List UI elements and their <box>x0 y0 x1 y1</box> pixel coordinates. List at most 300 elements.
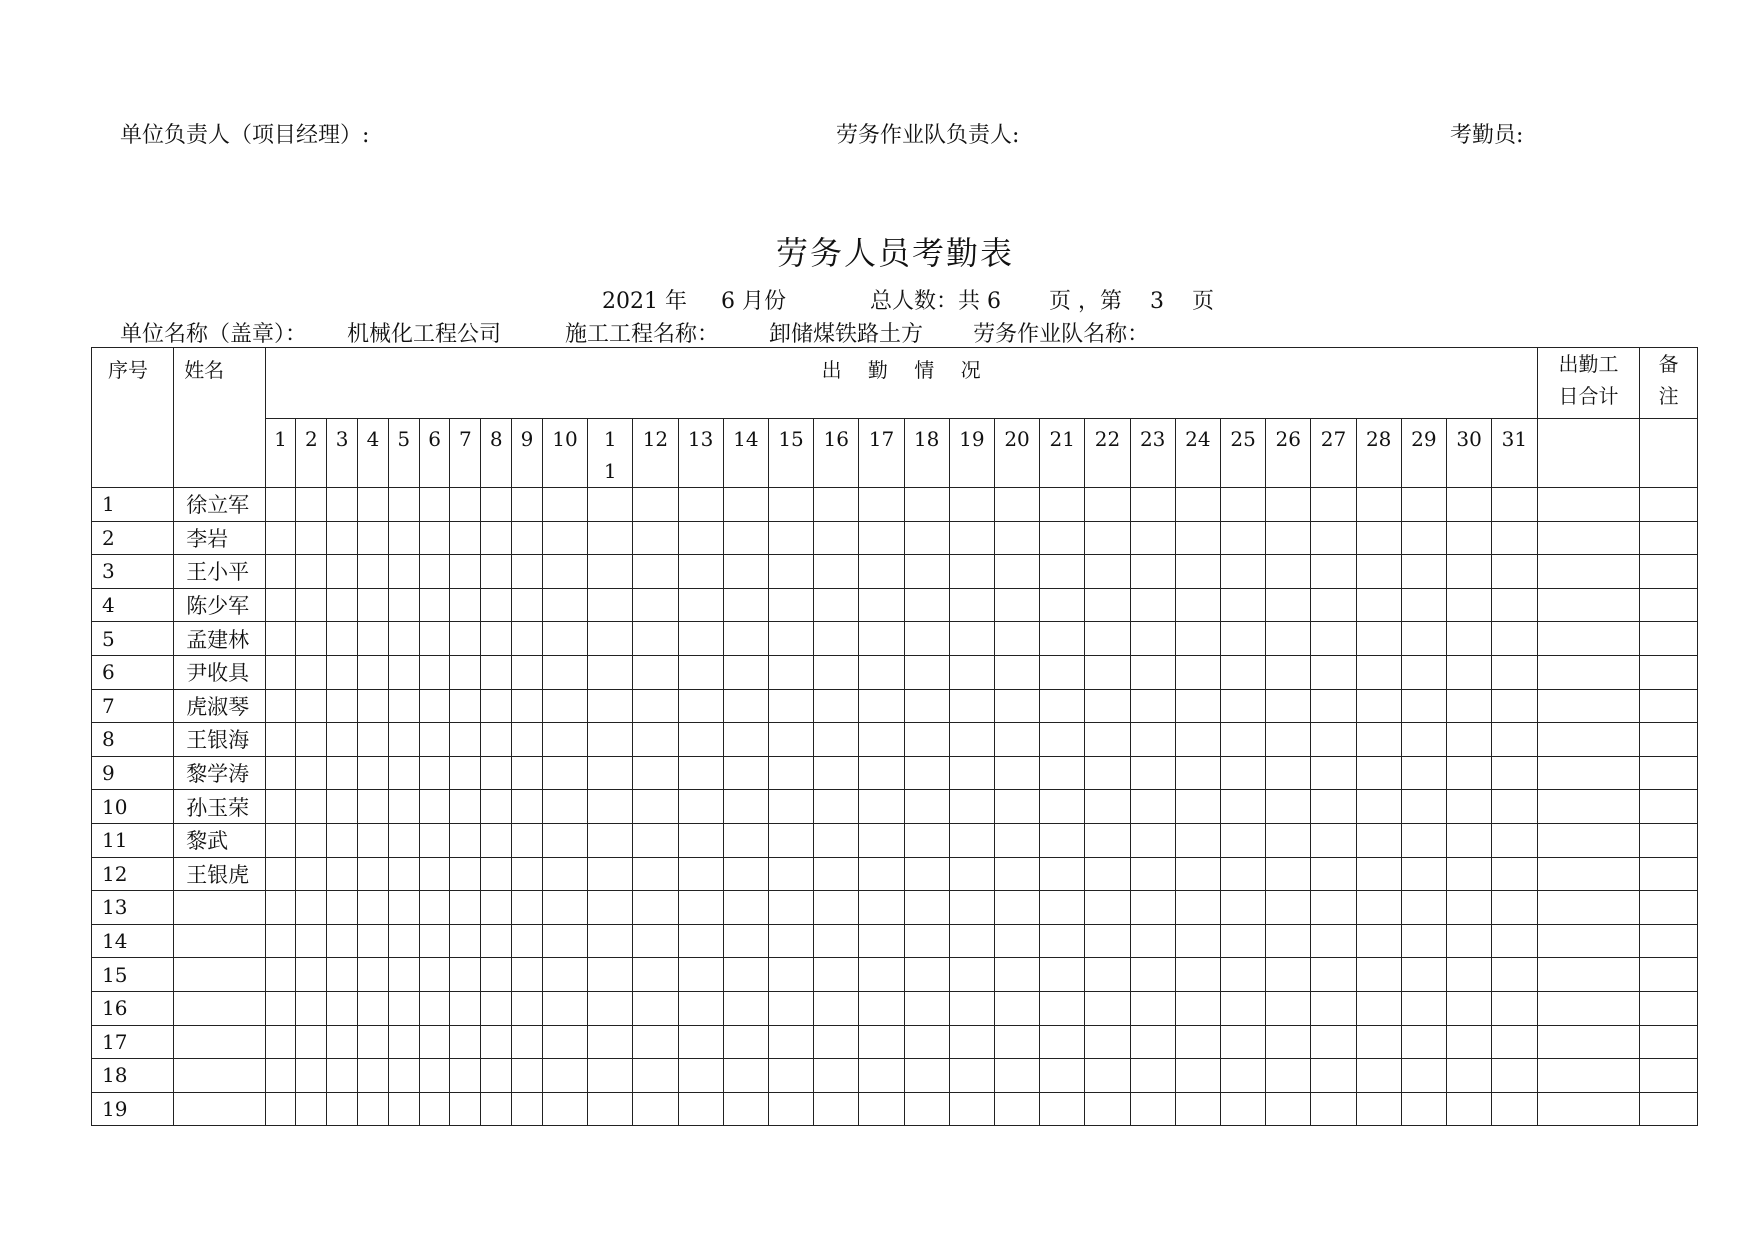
attendance-cell[interactable] <box>481 756 512 790</box>
attendance-cell[interactable] <box>512 756 543 790</box>
attendance-cell[interactable] <box>419 857 450 891</box>
attendance-cell[interactable] <box>1266 924 1311 958</box>
attendance-cell[interactable] <box>633 991 678 1025</box>
attendance-cell[interactable] <box>723 1092 768 1126</box>
remark-cell[interactable] <box>1640 723 1698 757</box>
attendance-cell[interactable] <box>859 521 904 555</box>
attendance-cell[interactable] <box>1446 790 1491 824</box>
attendance-cell[interactable] <box>904 689 949 723</box>
attendance-cell[interactable] <box>419 790 450 824</box>
remark-cell[interactable] <box>1640 1025 1698 1059</box>
attendance-cell[interactable] <box>358 1025 389 1059</box>
attendance-cell[interactable] <box>388 555 419 589</box>
attendance-cell[interactable] <box>481 689 512 723</box>
attendance-cell[interactable] <box>949 689 994 723</box>
attendance-cell[interactable] <box>904 588 949 622</box>
attendance-cell[interactable] <box>358 622 389 656</box>
attendance-cell[interactable] <box>904 555 949 589</box>
attendance-cell[interactable] <box>633 1025 678 1059</box>
total-days-cell[interactable] <box>1537 790 1640 824</box>
attendance-cell[interactable] <box>542 823 587 857</box>
total-days-cell[interactable] <box>1537 924 1640 958</box>
remark-cell[interactable] <box>1640 1092 1698 1126</box>
attendance-cell[interactable] <box>265 991 296 1025</box>
attendance-cell[interactable] <box>296 689 327 723</box>
attendance-cell[interactable] <box>1175 1059 1220 1093</box>
total-days-cell[interactable] <box>1537 891 1640 925</box>
attendance-cell[interactable] <box>1085 891 1130 925</box>
attendance-cell[interactable] <box>388 958 419 992</box>
attendance-cell[interactable] <box>542 790 587 824</box>
attendance-cell[interactable] <box>296 521 327 555</box>
attendance-cell[interactable] <box>814 1025 859 1059</box>
attendance-cell[interactable] <box>542 958 587 992</box>
attendance-cell[interactable] <box>1085 555 1130 589</box>
attendance-cell[interactable] <box>1085 756 1130 790</box>
attendance-cell[interactable] <box>388 1059 419 1093</box>
attendance-cell[interactable] <box>723 958 768 992</box>
attendance-cell[interactable] <box>1175 588 1220 622</box>
attendance-cell[interactable] <box>633 924 678 958</box>
remark-cell[interactable] <box>1640 555 1698 589</box>
attendance-cell[interactable] <box>419 756 450 790</box>
attendance-cell[interactable] <box>994 689 1039 723</box>
attendance-cell[interactable] <box>419 723 450 757</box>
attendance-cell[interactable] <box>1175 521 1220 555</box>
attendance-cell[interactable] <box>1492 991 1537 1025</box>
attendance-cell[interactable] <box>1492 857 1537 891</box>
attendance-cell[interactable] <box>481 588 512 622</box>
attendance-cell[interactable] <box>678 622 723 656</box>
attendance-cell[interactable] <box>1040 555 1085 589</box>
attendance-cell[interactable] <box>768 756 813 790</box>
attendance-cell[interactable] <box>1130 991 1175 1025</box>
attendance-cell[interactable] <box>588 1059 633 1093</box>
attendance-cell[interactable] <box>678 1059 723 1093</box>
attendance-cell[interactable] <box>859 655 904 689</box>
attendance-cell[interactable] <box>1085 622 1130 656</box>
attendance-cell[interactable] <box>1266 991 1311 1025</box>
attendance-cell[interactable] <box>296 1059 327 1093</box>
attendance-cell[interactable] <box>542 588 587 622</box>
attendance-cell[interactable] <box>1446 521 1491 555</box>
attendance-cell[interactable] <box>512 588 543 622</box>
attendance-cell[interactable] <box>1220 588 1265 622</box>
attendance-cell[interactable] <box>1401 823 1446 857</box>
attendance-cell[interactable] <box>994 488 1039 522</box>
attendance-cell[interactable] <box>1446 991 1491 1025</box>
total-days-cell[interactable] <box>1537 756 1640 790</box>
attendance-cell[interactable] <box>1220 958 1265 992</box>
total-days-cell[interactable] <box>1537 521 1640 555</box>
attendance-cell[interactable] <box>1130 622 1175 656</box>
attendance-cell[interactable] <box>1220 756 1265 790</box>
attendance-cell[interactable] <box>904 723 949 757</box>
attendance-cell[interactable] <box>1401 991 1446 1025</box>
attendance-cell[interactable] <box>904 790 949 824</box>
attendance-cell[interactable] <box>1356 555 1401 589</box>
attendance-cell[interactable] <box>678 958 723 992</box>
attendance-cell[interactable] <box>814 521 859 555</box>
remark-cell[interactable] <box>1640 991 1698 1025</box>
attendance-cell[interactable] <box>1356 790 1401 824</box>
attendance-cell[interactable] <box>1401 1059 1446 1093</box>
attendance-cell[interactable] <box>633 488 678 522</box>
attendance-cell[interactable] <box>388 521 419 555</box>
attendance-cell[interactable] <box>1085 958 1130 992</box>
attendance-cell[interactable] <box>1356 756 1401 790</box>
attendance-cell[interactable] <box>327 555 358 589</box>
attendance-cell[interactable] <box>512 891 543 925</box>
total-days-cell[interactable] <box>1537 958 1640 992</box>
attendance-cell[interactable] <box>296 488 327 522</box>
attendance-cell[interactable] <box>1401 790 1446 824</box>
attendance-cell[interactable] <box>1492 958 1537 992</box>
attendance-cell[interactable] <box>388 622 419 656</box>
attendance-cell[interactable] <box>1492 622 1537 656</box>
attendance-cell[interactable] <box>678 924 723 958</box>
attendance-cell[interactable] <box>327 823 358 857</box>
attendance-cell[interactable] <box>450 924 481 958</box>
attendance-cell[interactable] <box>450 588 481 622</box>
attendance-cell[interactable] <box>949 723 994 757</box>
attendance-cell[interactable] <box>1356 622 1401 656</box>
attendance-cell[interactable] <box>388 1025 419 1059</box>
attendance-cell[interactable] <box>814 790 859 824</box>
attendance-cell[interactable] <box>1401 1025 1446 1059</box>
attendance-cell[interactable] <box>1492 756 1537 790</box>
attendance-cell[interactable] <box>542 622 587 656</box>
attendance-cell[interactable] <box>358 655 389 689</box>
attendance-cell[interactable] <box>859 1059 904 1093</box>
attendance-cell[interactable] <box>1446 655 1491 689</box>
attendance-cell[interactable] <box>1266 588 1311 622</box>
attendance-cell[interactable] <box>723 588 768 622</box>
attendance-cell[interactable] <box>768 991 813 1025</box>
remark-cell[interactable] <box>1640 655 1698 689</box>
attendance-cell[interactable] <box>358 924 389 958</box>
attendance-cell[interactable] <box>1446 1025 1491 1059</box>
attendance-cell[interactable] <box>419 924 450 958</box>
attendance-cell[interactable] <box>949 891 994 925</box>
attendance-cell[interactable] <box>1401 756 1446 790</box>
attendance-cell[interactable] <box>633 857 678 891</box>
attendance-cell[interactable] <box>1446 622 1491 656</box>
remark-cell[interactable] <box>1640 790 1698 824</box>
attendance-cell[interactable] <box>388 857 419 891</box>
attendance-cell[interactable] <box>1266 891 1311 925</box>
attendance-cell[interactable] <box>542 521 587 555</box>
attendance-cell[interactable] <box>512 1059 543 1093</box>
attendance-cell[interactable] <box>481 891 512 925</box>
attendance-cell[interactable] <box>358 488 389 522</box>
attendance-cell[interactable] <box>1220 689 1265 723</box>
attendance-cell[interactable] <box>994 790 1039 824</box>
attendance-cell[interactable] <box>1356 588 1401 622</box>
attendance-cell[interactable] <box>1311 555 1356 589</box>
total-days-cell[interactable] <box>1537 555 1640 589</box>
attendance-cell[interactable] <box>1220 1025 1265 1059</box>
attendance-cell[interactable] <box>588 991 633 1025</box>
attendance-cell[interactable] <box>859 823 904 857</box>
attendance-cell[interactable] <box>1311 991 1356 1025</box>
attendance-cell[interactable] <box>1220 1092 1265 1126</box>
attendance-cell[interactable] <box>512 1025 543 1059</box>
attendance-cell[interactable] <box>1401 723 1446 757</box>
attendance-cell[interactable] <box>1401 521 1446 555</box>
attendance-cell[interactable] <box>814 488 859 522</box>
attendance-cell[interactable] <box>814 1059 859 1093</box>
attendance-cell[interactable] <box>949 790 994 824</box>
attendance-cell[interactable] <box>1220 823 1265 857</box>
attendance-cell[interactable] <box>1040 857 1085 891</box>
attendance-cell[interactable] <box>859 689 904 723</box>
attendance-cell[interactable] <box>633 756 678 790</box>
attendance-cell[interactable] <box>358 823 389 857</box>
attendance-cell[interactable] <box>904 857 949 891</box>
attendance-cell[interactable] <box>1130 891 1175 925</box>
attendance-cell[interactable] <box>327 622 358 656</box>
attendance-cell[interactable] <box>588 555 633 589</box>
attendance-cell[interactable] <box>1175 756 1220 790</box>
attendance-cell[interactable] <box>678 891 723 925</box>
attendance-cell[interactable] <box>633 622 678 656</box>
attendance-cell[interactable] <box>265 790 296 824</box>
attendance-cell[interactable] <box>419 689 450 723</box>
attendance-cell[interactable] <box>1401 588 1446 622</box>
attendance-cell[interactable] <box>481 857 512 891</box>
attendance-cell[interactable] <box>1220 1059 1265 1093</box>
attendance-cell[interactable] <box>1311 1025 1356 1059</box>
attendance-cell[interactable] <box>265 622 296 656</box>
attendance-cell[interactable] <box>327 958 358 992</box>
attendance-cell[interactable] <box>949 555 994 589</box>
remark-cell[interactable] <box>1640 1059 1698 1093</box>
attendance-cell[interactable] <box>1220 622 1265 656</box>
attendance-cell[interactable] <box>814 991 859 1025</box>
attendance-cell[interactable] <box>904 924 949 958</box>
attendance-cell[interactable] <box>327 790 358 824</box>
attendance-cell[interactable] <box>1040 790 1085 824</box>
attendance-cell[interactable] <box>1130 588 1175 622</box>
attendance-cell[interactable] <box>1311 521 1356 555</box>
attendance-cell[interactable] <box>1356 857 1401 891</box>
remark-cell[interactable] <box>1640 488 1698 522</box>
attendance-cell[interactable] <box>768 1025 813 1059</box>
attendance-cell[interactable] <box>1356 1092 1401 1126</box>
total-days-cell[interactable] <box>1537 1025 1640 1059</box>
attendance-cell[interactable] <box>450 891 481 925</box>
attendance-cell[interactable] <box>1446 891 1491 925</box>
attendance-cell[interactable] <box>1356 1025 1401 1059</box>
attendance-cell[interactable] <box>296 1092 327 1126</box>
attendance-cell[interactable] <box>1130 689 1175 723</box>
attendance-cell[interactable] <box>723 1025 768 1059</box>
attendance-cell[interactable] <box>358 790 389 824</box>
attendance-cell[interactable] <box>1401 924 1446 958</box>
attendance-cell[interactable] <box>481 991 512 1025</box>
attendance-cell[interactable] <box>1356 655 1401 689</box>
attendance-cell[interactable] <box>588 588 633 622</box>
attendance-cell[interactable] <box>358 1092 389 1126</box>
attendance-cell[interactable] <box>296 655 327 689</box>
attendance-cell[interactable] <box>1130 958 1175 992</box>
attendance-cell[interactable] <box>296 622 327 656</box>
attendance-cell[interactable] <box>678 555 723 589</box>
attendance-cell[interactable] <box>358 521 389 555</box>
attendance-cell[interactable] <box>388 891 419 925</box>
attendance-cell[interactable] <box>512 521 543 555</box>
attendance-cell[interactable] <box>633 1092 678 1126</box>
attendance-cell[interactable] <box>814 723 859 757</box>
attendance-cell[interactable] <box>1085 689 1130 723</box>
attendance-cell[interactable] <box>633 823 678 857</box>
attendance-cell[interactable] <box>678 1092 723 1126</box>
attendance-cell[interactable] <box>1356 891 1401 925</box>
attendance-cell[interactable] <box>1492 790 1537 824</box>
attendance-cell[interactable] <box>265 689 296 723</box>
attendance-cell[interactable] <box>1220 857 1265 891</box>
attendance-cell[interactable] <box>904 655 949 689</box>
attendance-cell[interactable] <box>678 991 723 1025</box>
attendance-cell[interactable] <box>450 1092 481 1126</box>
attendance-cell[interactable] <box>512 689 543 723</box>
attendance-cell[interactable] <box>388 924 419 958</box>
attendance-cell[interactable] <box>1311 1092 1356 1126</box>
attendance-cell[interactable] <box>1266 756 1311 790</box>
attendance-cell[interactable] <box>1085 488 1130 522</box>
attendance-cell[interactable] <box>633 723 678 757</box>
attendance-cell[interactable] <box>512 924 543 958</box>
attendance-cell[interactable] <box>388 790 419 824</box>
attendance-cell[interactable] <box>1130 924 1175 958</box>
attendance-cell[interactable] <box>1492 823 1537 857</box>
attendance-cell[interactable] <box>1266 823 1311 857</box>
attendance-cell[interactable] <box>1401 1092 1446 1126</box>
attendance-cell[interactable] <box>265 1059 296 1093</box>
attendance-cell[interactable] <box>1175 991 1220 1025</box>
attendance-cell[interactable] <box>481 823 512 857</box>
attendance-cell[interactable] <box>1175 924 1220 958</box>
attendance-cell[interactable] <box>723 655 768 689</box>
attendance-cell[interactable] <box>588 891 633 925</box>
attendance-cell[interactable] <box>450 689 481 723</box>
attendance-cell[interactable] <box>768 555 813 589</box>
attendance-cell[interactable] <box>949 521 994 555</box>
attendance-cell[interactable] <box>1356 924 1401 958</box>
attendance-cell[interactable] <box>1175 555 1220 589</box>
attendance-cell[interactable] <box>419 555 450 589</box>
attendance-cell[interactable] <box>296 924 327 958</box>
attendance-cell[interactable] <box>1175 655 1220 689</box>
attendance-cell[interactable] <box>1085 1025 1130 1059</box>
attendance-cell[interactable] <box>1401 488 1446 522</box>
attendance-cell[interactable] <box>1311 488 1356 522</box>
attendance-cell[interactable] <box>542 1092 587 1126</box>
attendance-cell[interactable] <box>1266 857 1311 891</box>
attendance-cell[interactable] <box>1356 488 1401 522</box>
attendance-cell[interactable] <box>1401 891 1446 925</box>
attendance-cell[interactable] <box>450 521 481 555</box>
attendance-cell[interactable] <box>1356 521 1401 555</box>
attendance-cell[interactable] <box>949 1025 994 1059</box>
attendance-cell[interactable] <box>1040 588 1085 622</box>
attendance-cell[interactable] <box>1266 1059 1311 1093</box>
attendance-cell[interactable] <box>1085 521 1130 555</box>
attendance-cell[interactable] <box>1220 655 1265 689</box>
attendance-cell[interactable] <box>512 622 543 656</box>
attendance-cell[interactable] <box>768 1059 813 1093</box>
attendance-cell[interactable] <box>1446 588 1491 622</box>
attendance-cell[interactable] <box>358 555 389 589</box>
attendance-cell[interactable] <box>859 622 904 656</box>
attendance-cell[interactable] <box>542 488 587 522</box>
attendance-cell[interactable] <box>723 488 768 522</box>
attendance-cell[interactable] <box>1220 521 1265 555</box>
attendance-cell[interactable] <box>1401 857 1446 891</box>
attendance-cell[interactable] <box>994 958 1039 992</box>
attendance-cell[interactable] <box>388 723 419 757</box>
attendance-cell[interactable] <box>904 1025 949 1059</box>
attendance-cell[interactable] <box>904 1059 949 1093</box>
attendance-cell[interactable] <box>1446 924 1491 958</box>
attendance-cell[interactable] <box>588 924 633 958</box>
attendance-cell[interactable] <box>1130 723 1175 757</box>
attendance-cell[interactable] <box>1175 622 1220 656</box>
attendance-cell[interactable] <box>265 488 296 522</box>
attendance-cell[interactable] <box>994 588 1039 622</box>
attendance-cell[interactable] <box>723 823 768 857</box>
attendance-cell[interactable] <box>481 723 512 757</box>
attendance-cell[interactable] <box>768 857 813 891</box>
attendance-cell[interactable] <box>481 1025 512 1059</box>
attendance-cell[interactable] <box>1311 756 1356 790</box>
attendance-cell[interactable] <box>1085 723 1130 757</box>
attendance-cell[interactable] <box>296 723 327 757</box>
attendance-cell[interactable] <box>296 756 327 790</box>
attendance-cell[interactable] <box>994 991 1039 1025</box>
attendance-cell[interactable] <box>265 857 296 891</box>
attendance-cell[interactable] <box>1040 823 1085 857</box>
attendance-cell[interactable] <box>358 958 389 992</box>
attendance-cell[interactable] <box>1492 891 1537 925</box>
attendance-cell[interactable] <box>512 555 543 589</box>
attendance-cell[interactable] <box>994 823 1039 857</box>
attendance-cell[interactable] <box>633 958 678 992</box>
attendance-cell[interactable] <box>481 655 512 689</box>
attendance-cell[interactable] <box>633 891 678 925</box>
attendance-cell[interactable] <box>1130 488 1175 522</box>
attendance-cell[interactable] <box>450 622 481 656</box>
remark-cell[interactable] <box>1640 521 1698 555</box>
attendance-cell[interactable] <box>633 521 678 555</box>
attendance-cell[interactable] <box>450 823 481 857</box>
attendance-cell[interactable] <box>723 857 768 891</box>
attendance-cell[interactable] <box>296 991 327 1025</box>
attendance-cell[interactable] <box>1040 991 1085 1025</box>
attendance-cell[interactable] <box>388 823 419 857</box>
attendance-cell[interactable] <box>633 689 678 723</box>
attendance-cell[interactable] <box>512 655 543 689</box>
attendance-cell[interactable] <box>419 823 450 857</box>
attendance-cell[interactable] <box>542 655 587 689</box>
attendance-cell[interactable] <box>859 588 904 622</box>
attendance-cell[interactable] <box>633 1059 678 1093</box>
attendance-cell[interactable] <box>1401 958 1446 992</box>
attendance-cell[interactable] <box>1266 1025 1311 1059</box>
attendance-cell[interactable] <box>723 790 768 824</box>
attendance-cell[interactable] <box>450 723 481 757</box>
